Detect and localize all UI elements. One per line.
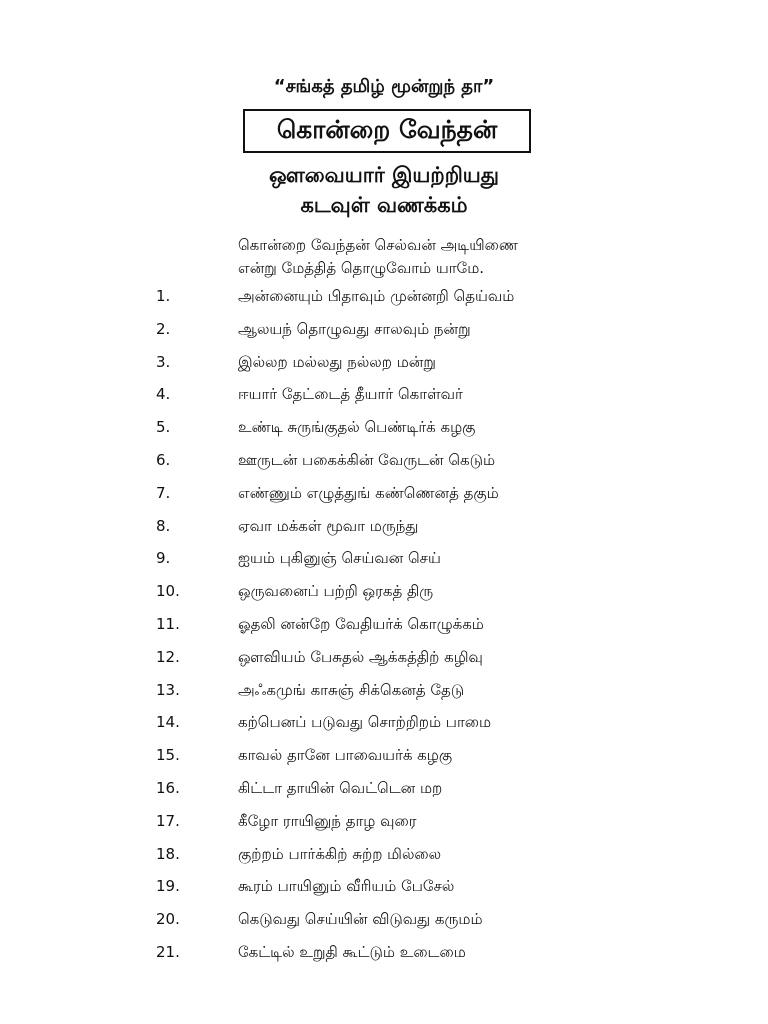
verse-item: [0, 647, 768, 680]
verse-text: இல்லற மல்லது நல்லற மன்று: [238, 352, 436, 371]
verse-number: 9.: [156, 549, 171, 568]
verse-text: உண்டி சுருங்குதல் பெண்டிர்க் கழகு: [238, 418, 476, 437]
verse-item: [0, 417, 768, 450]
verse-text: ஏவா மக்கள் மூவா மருந்து: [238, 516, 419, 535]
verse-item: [0, 811, 768, 844]
verse-text: ஊருடன் பகைக்கின் வேருடன் கெடும்: [238, 450, 496, 469]
verse-number: 21.: [156, 942, 180, 961]
verse-text: ஆலயந் தொழுவது சாலவும் நன்று: [238, 319, 471, 338]
verse-text: கூரம் பாயினும் வீரியம் பேசேல்: [238, 877, 455, 896]
verse-text: அன்னையும் பிதாவும் முன்னறி தெய்வம்: [238, 287, 515, 305]
invocation-line: கொன்றை வேந்தன் செல்வன் அடியிணை: [238, 236, 518, 254]
verse-text: எண்ணும் எழுத்துங் கண்ணெனத் தகும்: [238, 483, 499, 502]
verse-number: 18.: [156, 844, 180, 863]
verse-item: [0, 286, 768, 319]
verse-text: அஃகமுங் காசுஞ் சிக்கெனத் தேடு: [238, 680, 465, 699]
verse-item: [0, 548, 768, 581]
verse-text: ஈயார் தேட்டைத் தீயார் கொள்வர்: [238, 385, 463, 404]
verse-item: [0, 909, 768, 942]
verse-number: 13.: [156, 680, 180, 699]
verse-number: 14.: [156, 713, 180, 732]
verse-number: 2.: [156, 319, 171, 338]
verse-item: [0, 352, 768, 385]
verse-number: 17.: [156, 811, 180, 830]
verse-item: [0, 844, 768, 877]
verse-number: 19.: [156, 877, 180, 896]
verse-text: கற்பெனப் படுவது சொற்றிறம் பாமை: [238, 713, 492, 732]
verse-item: [0, 581, 768, 614]
verse-text: ஐயம் புகினுஞ் செய்வன செய்: [238, 549, 441, 568]
verse-text: ஓதலி னன்றே வேதியர்க் கொழுக்கம்: [238, 614, 484, 633]
verse-number: 16.: [156, 778, 180, 797]
verse-item: [0, 384, 768, 417]
verse-item: [0, 483, 768, 516]
author-line: ஔவையார் இயற்றியது: [268, 163, 500, 187]
verse-text: ஒருவனைப் பற்றி ஒரகத் திரு: [238, 582, 434, 601]
verse-number: 7.: [156, 483, 171, 502]
verse-item: [0, 516, 768, 549]
section-title: கடவுள் வணக்கம்: [300, 193, 468, 217]
page-title: [243, 109, 531, 153]
verse-number: 15.: [156, 746, 180, 765]
verse-item: [0, 745, 768, 778]
verse-text: காவல் தானே பாவையர்க் கழகு: [238, 746, 453, 765]
verse-item: [0, 942, 768, 975]
verse-number: 3.: [156, 352, 171, 371]
verse-number: 1.: [156, 287, 171, 305]
verse-text: கிட்டா தாயின் வெட்டென மற: [238, 778, 443, 797]
invocation-line: என்று மேத்தித் தொழுவோம் யாமே.: [238, 259, 485, 277]
verse-item: [0, 450, 768, 483]
verse-item: [0, 712, 768, 745]
invocation-stanza: [238, 234, 638, 280]
verse-text: கீழோ ராயினுந் தாழ வுரை: [238, 811, 417, 830]
page-title-text: கொன்றை வேந்தன்: [276, 114, 498, 144]
verse-text: ஔவியம் பேசுதல் ஆக்கத்திற் கழிவு: [238, 647, 483, 666]
verse-number: 12.: [156, 647, 180, 666]
epigraph: “சங்கத் தமிழ் மூன்றுந் தா”: [273, 76, 495, 97]
verse-item: [0, 778, 768, 811]
verse-number: 8.: [156, 516, 171, 535]
verse-text: கேட்டில் உறுதி கூட்டும் உடைமை: [238, 942, 466, 961]
verse-number: 10.: [156, 582, 180, 601]
verse-number: 5.: [156, 418, 171, 437]
verse-item: [0, 319, 768, 352]
verse-number: 11.: [156, 614, 180, 633]
verse-number: 4.: [156, 385, 171, 404]
verse-item: [0, 680, 768, 713]
verse-number: 6.: [156, 450, 171, 469]
verse-item: [0, 876, 768, 909]
verse-text: கெடுவது செய்யின் விடுவது கருமம்: [238, 910, 483, 929]
verse-item: [0, 614, 768, 647]
verse-list: [0, 286, 768, 975]
verse-number: 20.: [156, 910, 180, 929]
verse-text: குற்றம் பார்க்கிற் சுற்ற மில்லை: [238, 844, 442, 863]
